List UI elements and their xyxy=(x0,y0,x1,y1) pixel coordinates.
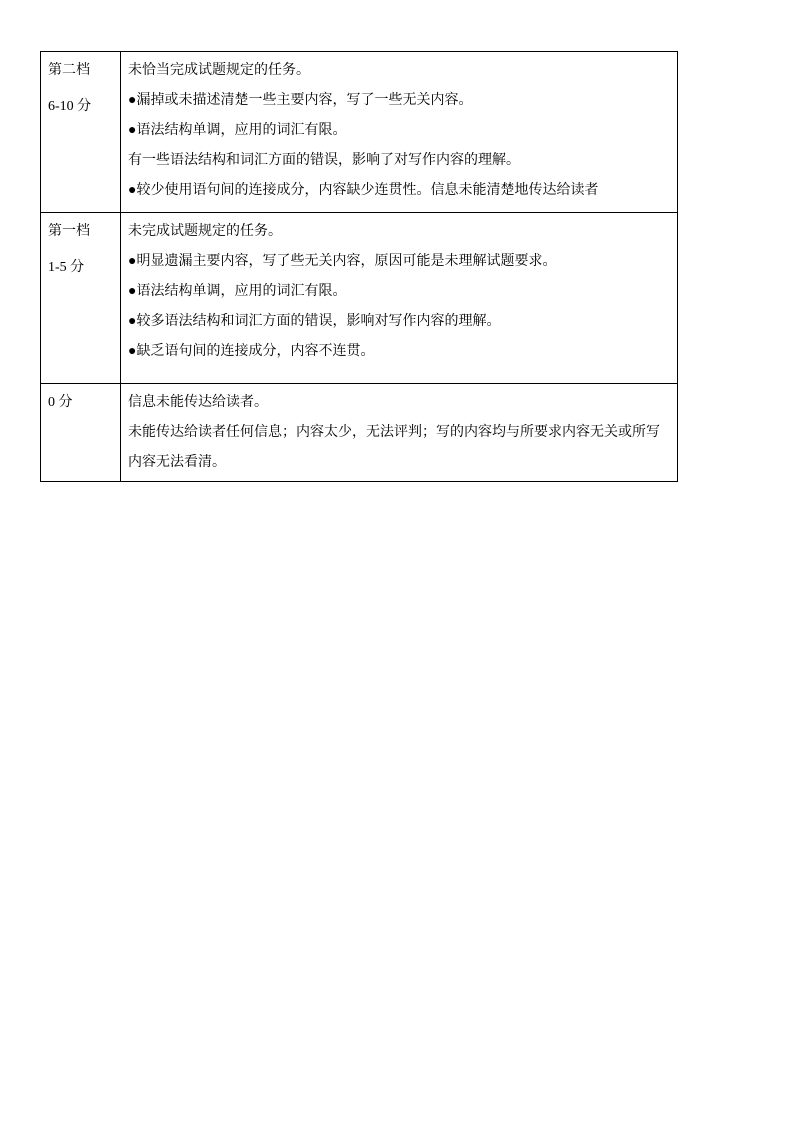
criterion-line: 未恰当完成试题规定的任务。 xyxy=(128,63,310,78)
criteria-cell-zero xyxy=(121,384,678,482)
score-range: 1-5 分 xyxy=(48,260,85,275)
grade-label: 第一档 xyxy=(48,224,90,239)
criterion-line: ●明显遗漏主要内容，写了些无关内容，原因可能是未理解试题要求。 xyxy=(128,254,557,269)
criterion-line: 未完成试题规定的任务。 xyxy=(128,224,282,239)
criterion-line: ●语法结构单调，应用的词汇有限。 xyxy=(128,284,347,299)
table-row-zero xyxy=(41,384,678,482)
score-range: 6-10 分 xyxy=(48,99,92,114)
grading-rubric-table xyxy=(40,51,678,482)
grade-label: 第二档 xyxy=(48,63,90,78)
criterion-line: ●漏掉或未描述清楚一些主要内容，写了一些无关内容。 xyxy=(128,93,473,108)
criteria-cell-band-1 xyxy=(121,213,678,384)
criteria-cell-band-2 xyxy=(121,52,678,213)
criterion-line: ●语法结构单调，应用的词汇有限。 xyxy=(128,123,347,138)
criterion-line: ●较多语法结构和词汇方面的错误，影响对写作内容的理解。 xyxy=(128,314,501,329)
table-row-band-1 xyxy=(41,213,678,384)
table-row-band-2 xyxy=(41,52,678,213)
criterion-line: 有一些语法结构和词汇方面的错误，影响了对写作内容的理解。 xyxy=(128,153,520,168)
criterion-line: 未能传达给读者任何信息；内容太少，无法评判；写的内容均与所要求内容无关或所写内容无法看清。 xyxy=(128,425,660,470)
grade-cell-zero xyxy=(41,384,121,482)
criterion-line: 信息未能传达给读者。 xyxy=(128,395,268,410)
score-range: 0 分 xyxy=(48,395,73,410)
criterion-line: ●较少使用语句间的连接成分，内容缺少连贯性。信息未能清楚地传达给读者 xyxy=(128,183,599,198)
grade-cell-band-2 xyxy=(41,52,121,213)
grade-cell-band-1 xyxy=(41,213,121,384)
criterion-line: ●缺乏语句间的连接成分，内容不连贯。 xyxy=(128,344,375,359)
